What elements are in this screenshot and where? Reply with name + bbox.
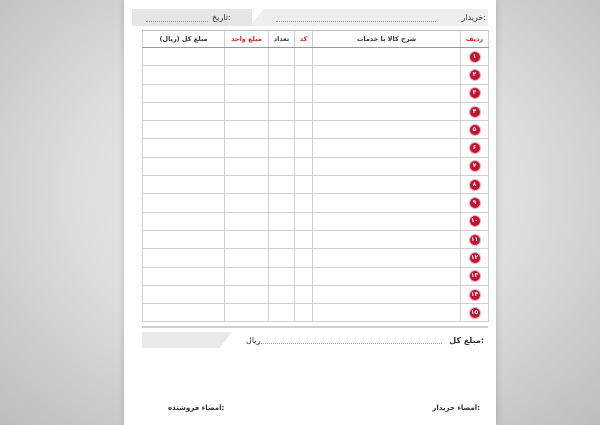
cell-total xyxy=(143,194,225,212)
row-number-badge: ۱ xyxy=(470,52,480,62)
row-number-badge: ۹ xyxy=(470,198,480,208)
cell-quantity xyxy=(269,230,295,248)
header-strip-left xyxy=(132,9,252,26)
row-number-badge: ۱۱ xyxy=(470,235,479,243)
cell-total xyxy=(143,66,225,84)
row-number-badge: ۷ xyxy=(470,161,480,171)
cell-description xyxy=(313,102,461,120)
cell-quantity xyxy=(269,267,295,285)
date-dotted-line xyxy=(146,21,208,22)
cell-total xyxy=(143,121,225,139)
cell-quantity xyxy=(269,139,295,157)
table-row xyxy=(143,139,489,157)
cell-code xyxy=(295,48,313,66)
total-dotted-line xyxy=(258,343,442,344)
cell-unit-price xyxy=(225,139,269,157)
cell-code xyxy=(295,212,313,230)
cell-total xyxy=(143,230,225,248)
cell-code xyxy=(295,230,313,248)
cell-quantity xyxy=(269,304,295,322)
cell-total xyxy=(143,102,225,120)
buyer-signature-label: امضاء خریدار: xyxy=(432,404,480,412)
cell-code xyxy=(295,139,313,157)
cell-row-number xyxy=(461,304,489,322)
table-row xyxy=(143,249,489,267)
table-row xyxy=(143,212,489,230)
header-strip xyxy=(250,9,488,26)
buyer-dotted-line xyxy=(276,21,436,22)
table-row xyxy=(143,267,489,285)
cell-code xyxy=(295,84,313,102)
cell-row-number xyxy=(461,66,489,84)
table-row xyxy=(143,194,489,212)
cell-quantity xyxy=(269,102,295,120)
cell-row-number xyxy=(461,285,489,303)
cell-row-number xyxy=(461,121,489,139)
table-row xyxy=(143,304,489,322)
cell-code xyxy=(295,121,313,139)
col-code-header: کد xyxy=(295,31,313,48)
cell-row-number xyxy=(461,194,489,212)
total-amount-label: مبلغ کل: xyxy=(449,336,484,345)
cell-row-number xyxy=(461,249,489,267)
cell-row-number xyxy=(461,176,489,194)
cell-unit-price xyxy=(225,84,269,102)
row-number-badge: ۲ xyxy=(470,70,480,80)
cell-quantity xyxy=(269,194,295,212)
cell-total xyxy=(143,139,225,157)
cell-quantity xyxy=(269,285,295,303)
row-number-badge: ۶ xyxy=(470,143,480,153)
table-row xyxy=(143,66,489,84)
currency-label: ریال xyxy=(246,336,261,345)
cell-code xyxy=(295,194,313,212)
cell-code xyxy=(295,66,313,84)
cell-row-number xyxy=(461,48,489,66)
cell-unit-price xyxy=(225,267,269,285)
total-strip xyxy=(142,332,232,348)
table-row xyxy=(143,230,489,248)
cell-description xyxy=(313,48,461,66)
table-row xyxy=(143,84,489,102)
cell-code xyxy=(295,157,313,175)
row-number-badge: ۸ xyxy=(470,180,480,190)
cell-unit-price xyxy=(225,157,269,175)
cell-total xyxy=(143,84,225,102)
cell-description xyxy=(313,212,461,230)
cell-description xyxy=(313,176,461,194)
table-row xyxy=(143,48,489,66)
cell-unit-price xyxy=(225,230,269,248)
cell-row-number xyxy=(461,267,489,285)
date-label: تاریخ: xyxy=(212,13,231,22)
row-number-badge: ۴ xyxy=(470,107,480,117)
cell-description xyxy=(313,230,461,248)
cell-quantity xyxy=(269,157,295,175)
table-row xyxy=(143,176,489,194)
cell-unit-price xyxy=(225,48,269,66)
row-number-badge: ۳ xyxy=(470,88,480,98)
cell-description xyxy=(313,66,461,84)
invoice-paper xyxy=(124,0,496,425)
cell-description xyxy=(313,84,461,102)
items-table xyxy=(142,30,489,322)
table-bottom-band xyxy=(142,326,488,328)
cell-total xyxy=(143,212,225,230)
col-unit-price-header: مبلغ واحد xyxy=(225,31,269,48)
table-row xyxy=(143,102,489,120)
buyer-label: خریدار: xyxy=(461,13,486,22)
cell-unit-price xyxy=(225,121,269,139)
cell-unit-price xyxy=(225,176,269,194)
cell-row-number xyxy=(461,212,489,230)
cell-quantity xyxy=(269,84,295,102)
cell-unit-price xyxy=(225,285,269,303)
cell-row-number xyxy=(461,139,489,157)
cell-code xyxy=(295,176,313,194)
cell-row-number xyxy=(461,230,489,248)
table-row xyxy=(143,157,489,175)
cell-quantity xyxy=(269,121,295,139)
cell-quantity xyxy=(269,249,295,267)
cell-code xyxy=(295,285,313,303)
cell-unit-price xyxy=(225,304,269,322)
cell-description xyxy=(313,139,461,157)
table-row xyxy=(143,121,489,139)
cell-description xyxy=(313,249,461,267)
col-description-header: شرح کالا یا خدمات xyxy=(313,31,461,48)
row-number-badge: ۱۳ xyxy=(470,272,479,280)
cell-description xyxy=(313,267,461,285)
table-row xyxy=(143,285,489,303)
cell-unit-price xyxy=(225,66,269,84)
cell-code xyxy=(295,102,313,120)
cell-description xyxy=(313,157,461,175)
cell-total xyxy=(143,249,225,267)
seller-signature-label: امضاء فروشنده: xyxy=(168,404,225,412)
cell-row-number xyxy=(461,157,489,175)
row-number-badge: ۱۴ xyxy=(470,290,479,298)
cell-quantity xyxy=(269,66,295,84)
cell-code xyxy=(295,249,313,267)
cell-description xyxy=(313,194,461,212)
cell-total xyxy=(143,48,225,66)
cell-quantity xyxy=(269,48,295,66)
cell-code xyxy=(295,304,313,322)
cell-unit-price xyxy=(225,194,269,212)
cell-description xyxy=(313,121,461,139)
cell-description xyxy=(313,304,461,322)
cell-unit-price xyxy=(225,212,269,230)
col-row-header: ردیف xyxy=(461,31,489,48)
cell-code xyxy=(295,267,313,285)
cell-quantity xyxy=(269,212,295,230)
cell-total xyxy=(143,267,225,285)
row-number-badge: ۱۵ xyxy=(470,308,479,316)
cell-total xyxy=(143,285,225,303)
cell-unit-price xyxy=(225,102,269,120)
cell-unit-price xyxy=(225,249,269,267)
col-quantity-header: تعداد xyxy=(269,31,295,48)
row-number-badge: ۱۰ xyxy=(470,217,479,225)
cell-total xyxy=(143,157,225,175)
cell-row-number xyxy=(461,84,489,102)
row-number-badge: ۵ xyxy=(470,125,480,135)
cell-row-number xyxy=(461,102,489,120)
cell-description xyxy=(313,285,461,303)
cell-quantity xyxy=(269,176,295,194)
cell-total xyxy=(143,176,225,194)
table-header-row xyxy=(143,31,489,48)
col-total-header: مبلغ کل (ریال) xyxy=(143,31,225,48)
row-number-badge: ۱۲ xyxy=(470,253,479,261)
cell-total xyxy=(143,304,225,322)
